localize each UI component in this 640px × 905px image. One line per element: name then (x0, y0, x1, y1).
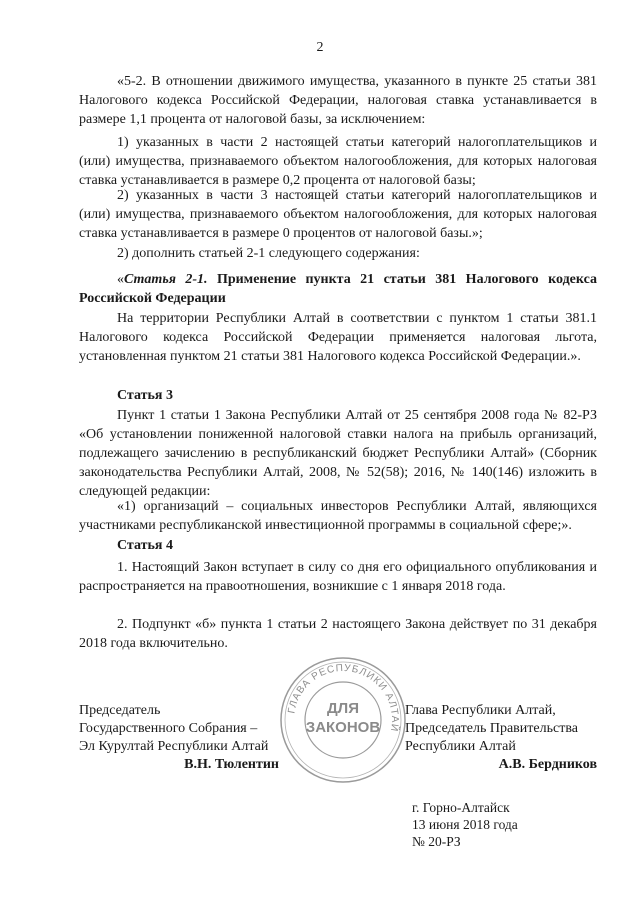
opening-quote: « (117, 272, 124, 287)
signature-left-line-3: Эл Курултай Республики Алтай (79, 739, 269, 754)
article-4-heading: Статья 4 (117, 538, 173, 553)
city: г. Горно-Алтайск (412, 800, 510, 815)
date: 13 июня 2018 года (412, 817, 518, 832)
place-and-date (412, 799, 518, 850)
article-2-1-label: Статья 2-1. (124, 272, 208, 287)
signature-left-line-1: Председатель (79, 703, 161, 718)
signature-right-line-2: Председатель Правительства (405, 721, 578, 736)
page-number: 2 (316, 40, 324, 55)
paragraph-5-2: «5-2. В отношении движимого имущества, указанного в пункте 25 статьи 381 Налогового кодекса Российской Федерации, налоговая ставка устанавливается в размере 1,1 процента от налоговой базы, за исключением: (79, 74, 597, 127)
seal-ring-text: ГЛАВА РЕСПУБЛИКИ АЛТАЙ (286, 662, 401, 733)
article-2-1-title: Применение пункта 21 статьи 381 Налогового кодекса Российской Федерации (79, 272, 597, 306)
paragraph-article-4-item-2: 2. Подпункт «б» пункта 1 статьи 2 настоящего Закона действует по 31 декабря 2018 года включительно. (79, 617, 597, 651)
paragraph-article-3-text: Пункт 1 статьи 1 Закона Республики Алтай от 25 сентября 2008 года № 82-РЗ «Об установлении пониженной налоговой ставки налога на прибыль организаций, подлежащего зачислению в республиканский бюджет Республики Алтай» (Сборник законодательства Республики Алтай, 2008, № 52(58); 2016, № 140(146) изложить в следующей редакции: (79, 408, 597, 499)
signature-right-line-1: Глава Республики Алтай, (405, 703, 556, 718)
paragraph-add-article: 2) дополнить статьей 2-1 следующего содержания: (117, 246, 420, 261)
paragraph-item-2: 2) указанных в части 3 настоящей статьи категорий налогоплательщиков и (или) имущества, признаваемого объектом налогообложения, для которых налоговая ставка устанавливается в размере 0 процентов от налоговой базы.»; (79, 188, 597, 241)
signature-left (79, 702, 279, 774)
signature-right (405, 702, 597, 774)
paragraph-item-1: 1) указанных в части 2 настоящей статьи категорий налогоплательщиков и (или) имущества, признаваемого объектом налогообложения, для которых налоговая ставка устанавливается в размере 0,2 процента от налоговой базы; (79, 135, 597, 188)
paragraph-article-3-quote: «1) организаций – социальных инвесторов Республики Алтай, являющихся участниками республиканской инвестиционной программы в социальной сфере;». (79, 499, 597, 533)
seal-center-bottom: ЗАКОНОВ (305, 719, 381, 736)
law-number: № 20-РЗ (412, 834, 461, 849)
signature-right-line-3: Республики Алтай (405, 739, 516, 754)
signature-left-name: В.Н. Тюлентин (184, 757, 279, 772)
official-seal (278, 655, 408, 785)
article-3-heading: Статья 3 (117, 388, 173, 403)
paragraph-article-4-item-1: 1. Настоящий Закон вступает в силу со дня его официального опубликования и распространяется на правоотношения, возникшие с 1 января 2018 года. (79, 560, 597, 594)
signature-left-line-2: Государственного Собрания – (79, 721, 258, 736)
article-2-1-heading (79, 270, 597, 308)
signature-right-name: А.В. Бердников (498, 757, 597, 772)
paragraph-article-2-1-text: На территории Республики Алтай в соответствии с пунктом 1 статьи 381.1 Налогового кодекса Российской Федерации применяется налоговая льгота, установленная пунктом 21 статьи 381 Налогового кодекса Российской Федерации.». (79, 311, 597, 364)
seal-center-top: ДЛЯ (327, 700, 359, 717)
